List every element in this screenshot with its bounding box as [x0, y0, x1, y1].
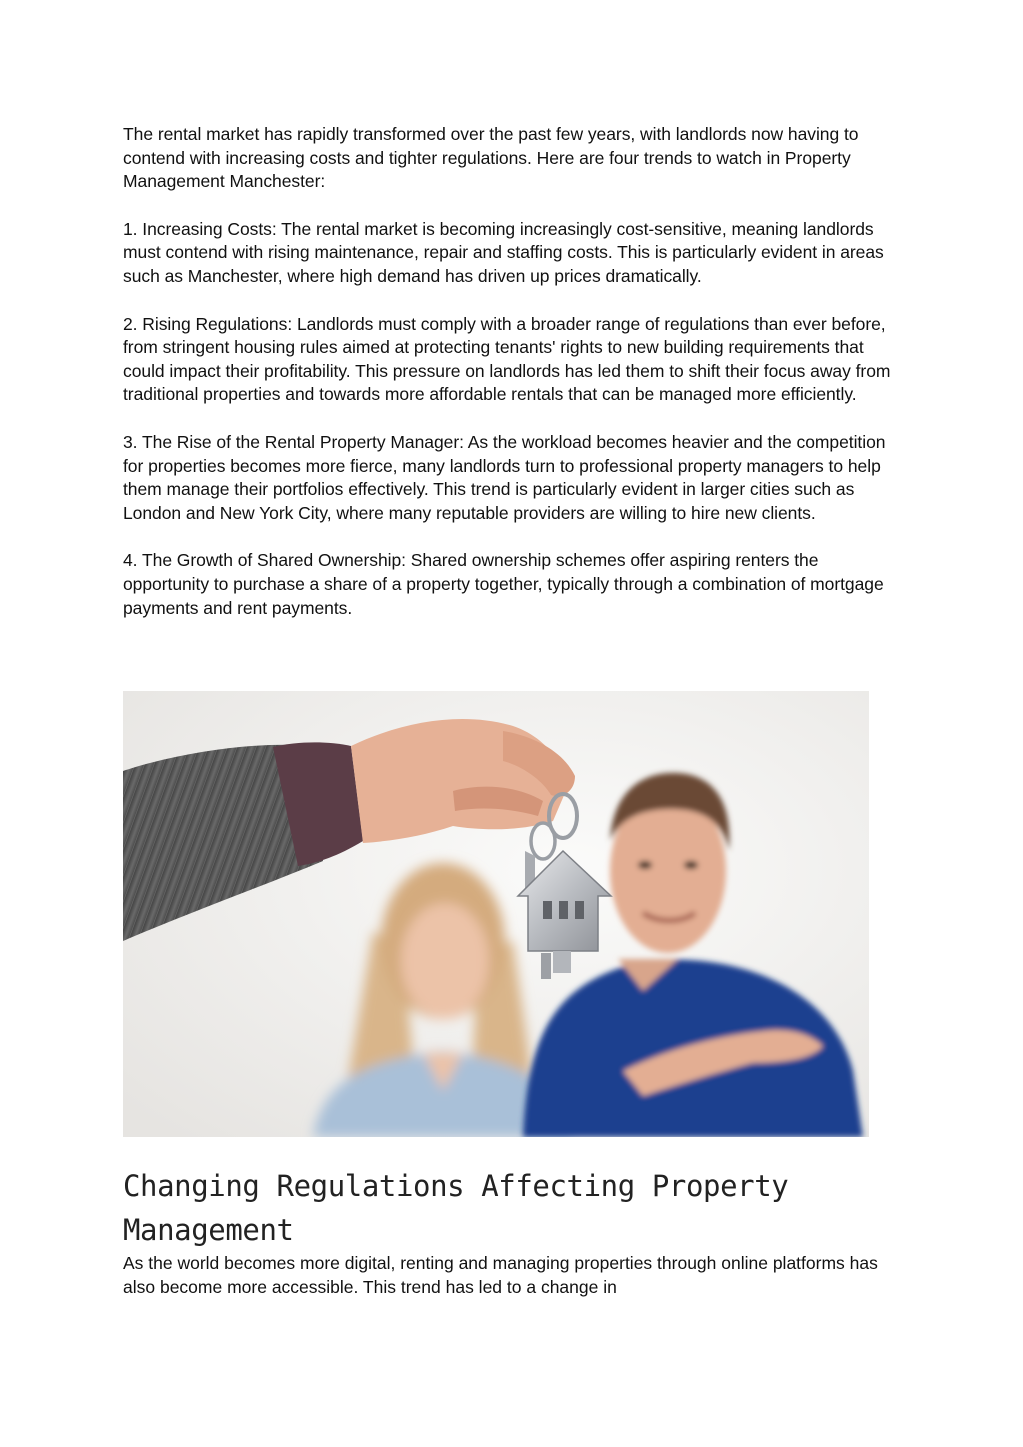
section-heading: Changing Regulations Affecting Property Management — [123, 1169, 789, 1247]
trend-rising-regulations: 2. Rising Regulations: Landlords must comply with a broader range of regulations than ever before, from stringent housing rules aimed at protecting tenants' rights to new building requirements that could impact their profitability. This pressure on landlords has led them to shift their focus away from traditional properties and towards more affordable rentals that can be managed more efficiently. — [123, 313, 891, 405]
trend-shared-ownership: 4. The Growth of Shared Ownership: Shared ownership schemes offer aspiring renters the opportunity to purchase a share of a property together, typically through a combination of mortgage payments and rent payments. — [123, 550, 884, 618]
house-key-handover-illustration — [123, 691, 869, 1137]
intro-paragraph: The rental market has rapidly transformed over the past few years, with landlords now having to contend with increasing costs and tighter regulations. Here are four trends to watch in Property Management Manchester: — [123, 124, 859, 192]
key-handover-photo — [123, 691, 869, 1137]
trend-increasing-costs: 1. Increasing Costs: The rental market is becoming increasingly cost-sensitive, meaning landlords must contend with rising maintenance, repair and staffing costs. This is particularly evident in areas such as Manchester, where high demand has driven up prices dramatically. — [123, 218, 884, 286]
section-paragraph: As the world becomes more digital, renting and managing properties through online platforms has also become more accessible. This trend has led to a change in — [123, 1253, 878, 1297]
trend-rental-property-manager: 3. The Rise of the Rental Property Manager: As the workload becomes heavier and the competition for properties becomes more fierce, many landlords turn to professional property managers to help them manage their portfolios effectively. This trend is particularly evident in larger cities such as London and New York City, where many reputable providers are willing to hire new clients. — [123, 431, 886, 523]
article-body — [123, 123, 908, 620]
